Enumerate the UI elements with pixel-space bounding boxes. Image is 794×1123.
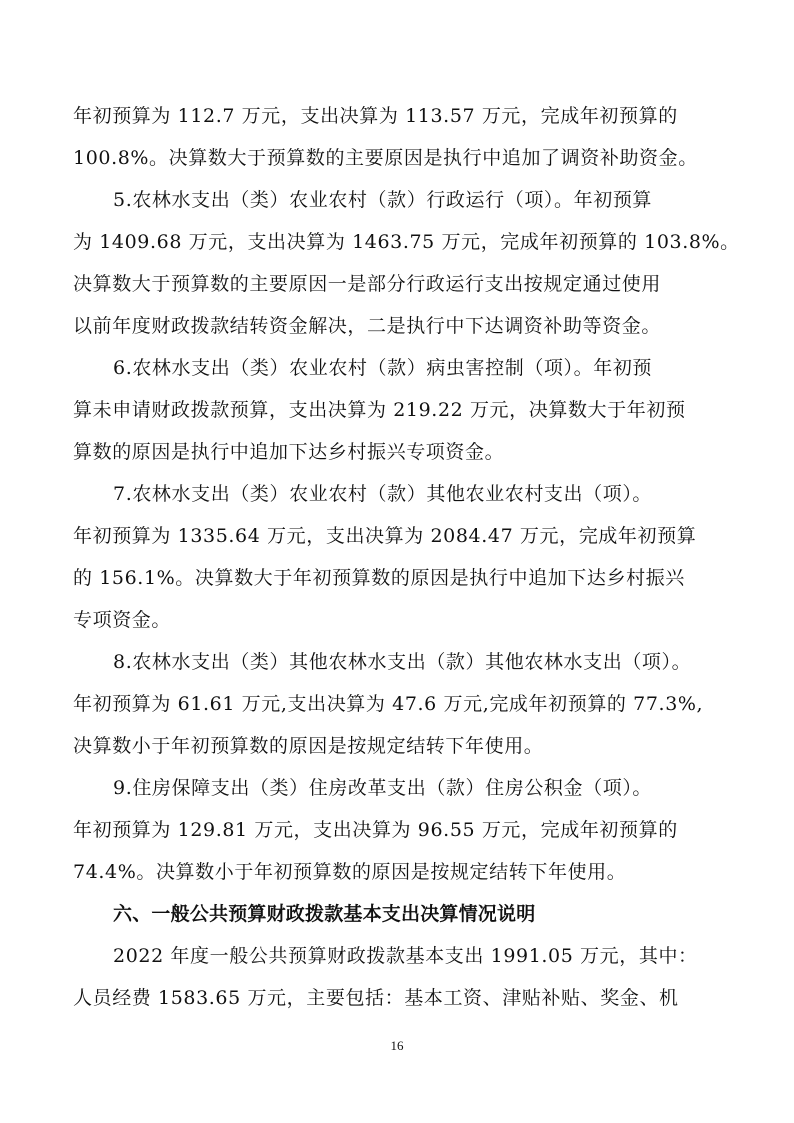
paragraph-item-7: 7.农林水支出（类）农业农村（款）其他农业农村支出（项）。 [113, 483, 653, 505]
text-line: 74.4%。决算数小于年初预算数的原因是按规定结转下年使用。 [73, 861, 627, 883]
text-line: 为 1409.68 万元，支出决算为 1463.75 万元，完成年初预算的 103.8%。 [73, 231, 740, 253]
section-heading: 六、一般公共预算财政拨款基本支出决算情况说明 [113, 903, 536, 925]
text-line: 的 156.1%。决算数大于年初预算数的原因是执行中追加下达乡村振兴 [73, 567, 685, 589]
text-line: 算数的原因是执行中追加下达乡村振兴专项资金。 [73, 441, 505, 463]
text-line: 决算数小于年初预算数的原因是按规定结转下年使用。 [73, 735, 544, 757]
text-line: 算未申请财政拨款预算，支出决算为 219.22 万元，决算数大于年初预 [73, 399, 686, 421]
text-line: 以前年度财政拨款结转资金解决，二是执行中下达调资补助等资金。 [73, 315, 662, 337]
text-line: 专项资金。 [73, 609, 172, 631]
text-line: 100.8%。决算数大于预算数的主要原因是执行中追加了调资补助资金。 [73, 147, 698, 169]
text-line: 人员经费 1583.65 万元，主要包括：基本工资、津贴补贴、奖金、机 [73, 987, 679, 1009]
text-line: 2022 年度一般公共预算财政拨款基本支出 1991.05 万元，其中： [113, 945, 698, 967]
text-line: 年初预算为 112.7 万元，支出决算为 113.57 万元，完成年初预算的 [73, 105, 678, 127]
paragraph-item-5: 5.农林水支出（类）农业农村（款）行政运行（项）。年初预算 [113, 189, 653, 211]
paragraph-item-6: 6.农林水支出（类）农业农村（款）病虫害控制（项）。年初预 [113, 357, 653, 379]
paragraph-item-9: 9.住房保障支出（类）住房改革支出（款）住房公积金（项）。 [113, 777, 653, 799]
text-line: 年初预算为 1335.64 万元，支出决算为 2084.47 万元，完成年初预算 [73, 525, 697, 547]
text-line: 年初预算为 129.81 万元，支出决算为 96.55 万元，完成年初预算的 [73, 819, 678, 841]
page-number: 16 [390, 1038, 404, 1053]
text-line: 年初预算为 61.61 万元,支出决算为 47.6 万元,完成年初预算的 77.3%, [73, 693, 704, 715]
text-line: 决算数大于预算数的主要原因一是部分行政运行支出按规定通过使用 [73, 273, 662, 295]
paragraph-item-8: 8.农林水支出（类）其他农林水支出（款）其他农林水支出（项）。 [113, 651, 692, 673]
